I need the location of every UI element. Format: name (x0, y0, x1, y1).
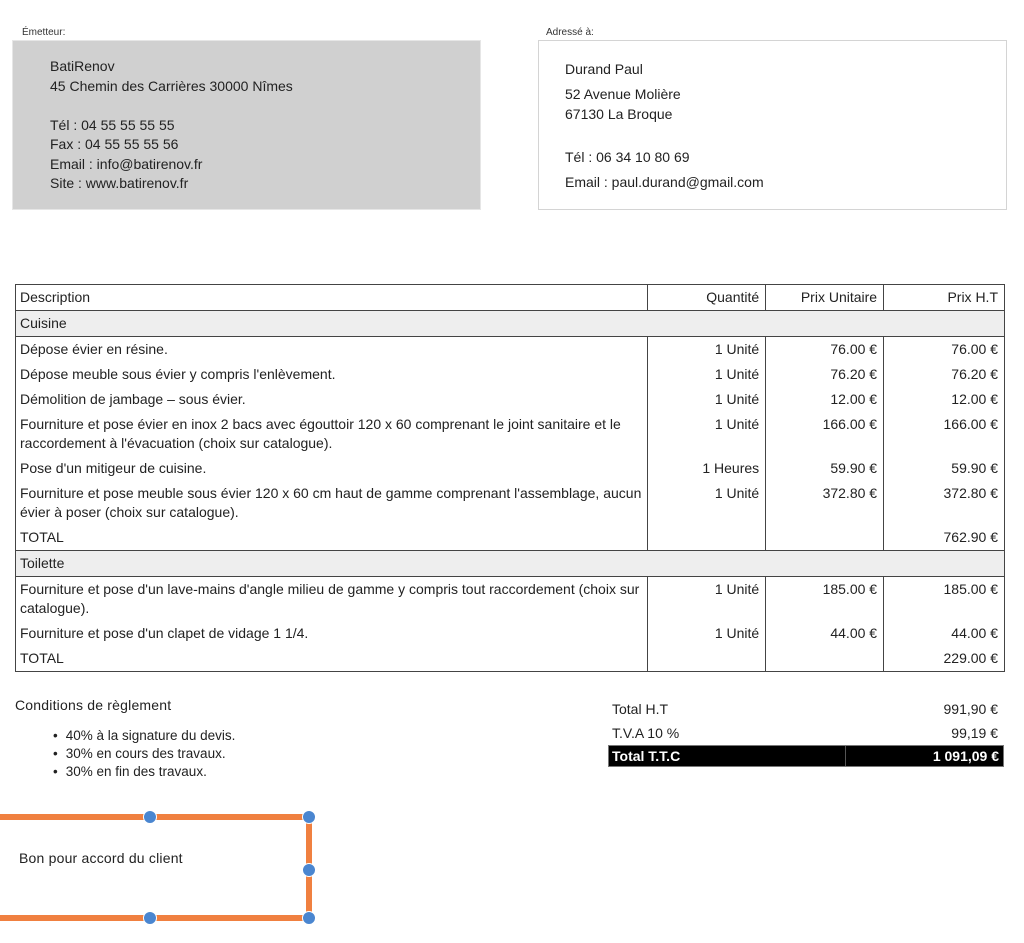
conditions-title: Conditions de règlement (15, 697, 172, 713)
resize-handle-top-middle[interactable] (143, 810, 157, 824)
total-label: TOTAL (16, 646, 648, 672)
emitter-box (12, 40, 481, 210)
item-unit-price: 44.00 € (766, 621, 884, 646)
item-unit-price: 372.80 € (766, 481, 884, 525)
item-unit-price: 185.00 € (766, 577, 884, 622)
item-quantity: 1 Unité (648, 412, 766, 456)
tva-value: 99,19 € (951, 725, 998, 741)
section-total-value: 762.90 € (884, 525, 1005, 551)
item-quantity: 1 Unité (648, 621, 766, 646)
recipient-address-2: 67130 La Broque (565, 106, 673, 122)
table-row (16, 362, 1005, 387)
condition-item: • 30% en cours des travaux. (53, 745, 235, 763)
signature-box-selected[interactable] (0, 813, 310, 921)
item-price-ht: 372.80 € (884, 481, 1005, 525)
table-row (16, 456, 1005, 481)
condition-item: • 40% à la signature du devis. (53, 727, 235, 745)
total-ht-row (608, 697, 1004, 721)
item-price-ht: 12.00 € (884, 387, 1005, 412)
section-name: Cuisine (16, 311, 1005, 337)
emitter-company: BatiRenov (50, 58, 115, 74)
section-total-row (16, 646, 1005, 672)
totals-summary (608, 697, 1004, 767)
item-description: Pose d'un mitigeur de cuisine. (16, 456, 648, 481)
resize-handle-middle-right[interactable] (302, 863, 316, 877)
recipient-phone: Tél : 06 34 10 80 69 (565, 149, 690, 165)
recipient-name: Durand Paul (565, 61, 643, 77)
emitter-site: Site : www.batirenov.fr (50, 175, 189, 191)
recipient-address-1: 52 Avenue Molière (565, 86, 681, 102)
total-ttc-value: 1 091,09 € (932, 748, 999, 764)
header-price-ht: Prix H.T (884, 285, 1005, 311)
emitter-phone: Tél : 04 55 55 55 55 (50, 116, 175, 133)
table-row (16, 337, 1005, 363)
total-label: TOTAL (16, 525, 648, 551)
table-row (16, 621, 1005, 646)
resize-handle-bottom-middle[interactable] (143, 911, 157, 925)
quote-table (15, 284, 1005, 672)
item-price-ht: 166.00 € (884, 412, 1005, 456)
payment-conditions (15, 697, 235, 781)
item-quantity: 1 Heures (648, 456, 766, 481)
header-unit-price: Prix Unitaire (766, 285, 884, 311)
total-ttc-row (608, 745, 1004, 767)
section-row-toilette (16, 551, 1005, 577)
header-description: Description (16, 285, 648, 311)
section-total-row (16, 525, 1005, 551)
item-price-ht: 44.00 € (884, 621, 1005, 646)
table-row (16, 481, 1005, 525)
item-description: Dépose évier en résine. (16, 337, 648, 363)
item-description: Fourniture et pose d'un lave-mains d'angle milieu de gamme y compris tout raccordement (choix sur catalogue). (16, 577, 648, 622)
total-ttc-label: Total T.T.C (609, 746, 846, 766)
section-total-value: 229.00 € (884, 646, 1005, 672)
tva-label: T.V.A 10 % (612, 725, 680, 741)
item-description: Fourniture et pose évier en inox 2 bacs avec égouttoir 120 x 60 comprenant le joint sanitaire et le raccordement à l'évacuation (choix sur catalogue). (16, 412, 648, 456)
conditions-list (53, 727, 235, 781)
recipient-box (538, 40, 1007, 210)
resize-handle-bottom-right[interactable] (302, 911, 316, 925)
header-quantity: Quantité (648, 285, 766, 311)
resize-handle-top-right[interactable] (302, 810, 316, 824)
item-quantity: 1 Unité (648, 577, 766, 622)
item-quantity: 1 Unité (648, 362, 766, 387)
item-description: Dépose meuble sous évier y compris l'enlèvement. (16, 362, 648, 387)
table-row (16, 387, 1005, 412)
item-unit-price: 12.00 € (766, 387, 884, 412)
item-price-ht: 59.90 € (884, 456, 1005, 481)
recipient-label: Adressé à: (546, 27, 594, 38)
item-unit-price: 76.20 € (766, 362, 884, 387)
item-price-ht: 185.00 € (884, 577, 1005, 622)
section-row-cuisine (16, 311, 1005, 337)
emitter-fax: Fax : 04 55 55 55 56 (50, 136, 179, 152)
item-quantity: 1 Unité (648, 337, 766, 363)
emitter-email: Email : info@batirenov.fr (50, 155, 203, 172)
total-ht-value: 991,90 € (943, 701, 998, 717)
condition-item: • 30% en fin des travaux. (53, 763, 235, 781)
item-description: Fourniture et pose d'un clapet de vidage 1 1/4. (16, 621, 648, 646)
item-quantity: 1 Unité (648, 387, 766, 412)
item-description: Fourniture et pose meuble sous évier 120 x 60 cm haut de gamme comprenant l'assemblage, aucun évier à poser (choix sur catalogue). (16, 481, 648, 525)
table-row (16, 577, 1005, 622)
item-price-ht: 76.20 € (884, 362, 1005, 387)
item-unit-price: 166.00 € (766, 412, 884, 456)
item-unit-price: 59.90 € (766, 456, 884, 481)
emitter-address: 45 Chemin des Carrières 30000 Nîmes (50, 77, 293, 94)
total-ht-label: Total H.T (612, 701, 669, 717)
table-row (16, 412, 1005, 456)
section-name: Toilette (16, 551, 1005, 577)
item-quantity: 1 Unité (648, 481, 766, 525)
item-price-ht: 76.00 € (884, 337, 1005, 363)
emitter-label: Émetteur: (22, 27, 66, 38)
signature-label: Bon pour accord du client (19, 850, 183, 866)
item-description: Démolition de jambage – sous évier. (16, 387, 648, 412)
table-header-row (16, 285, 1005, 311)
recipient-email: Email : paul.durand@gmail.com (565, 174, 764, 190)
tva-row (608, 721, 1004, 745)
item-unit-price: 76.00 € (766, 337, 884, 363)
